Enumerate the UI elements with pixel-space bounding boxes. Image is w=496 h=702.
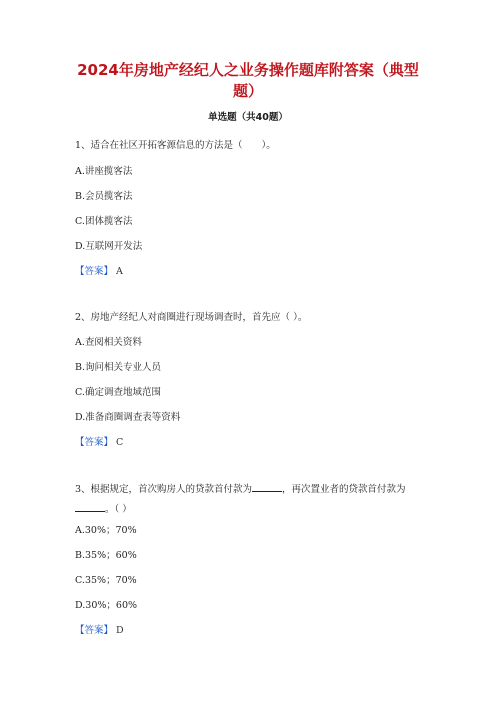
- fill-blank: [75, 502, 105, 512]
- question-3-answer: [75, 622, 124, 636]
- question-3-option-c: C.35%；70%: [75, 575, 137, 586]
- question-2-answer: [75, 434, 123, 448]
- question-2-option-c: C.确定调查地域范围: [75, 387, 161, 398]
- question-3-option-a: A.30%；70%: [75, 525, 137, 536]
- question-1-answer: [75, 263, 123, 277]
- title-line-2: 题）: [232, 82, 263, 100]
- answer-tag: 【答案】: [75, 437, 114, 448]
- question-2-stem: 2、房地产经纪人对商圈进行现场调查时，首先应（ ）。: [75, 312, 308, 323]
- answer-value: D: [116, 625, 124, 636]
- document-title: [60, 60, 436, 102]
- question-1-option-d: D.互联网开发法: [75, 241, 143, 252]
- question-3-option-d: D.30%；60%: [75, 600, 138, 611]
- answer-tag: 【答案】: [75, 625, 114, 636]
- question-1-option-a: A.讲座揽客法: [75, 166, 133, 177]
- question-2-option-d: D.准备商圈调查表等资料: [75, 412, 181, 423]
- stem-part-2: ，再次置业者的贷款首付款为: [282, 484, 406, 495]
- answer-value: A: [116, 266, 123, 277]
- question-3-option-b: B.35%；60%: [75, 550, 137, 561]
- question-2-option-b: B.询问相关专业人员: [75, 362, 162, 373]
- question-1-option-b: B.会员揽客法: [75, 191, 133, 202]
- answer-value: C: [116, 437, 124, 448]
- answer-tag: 【答案】: [75, 266, 114, 277]
- question-3-stem: [75, 480, 425, 520]
- question-1-option-c: C.团体揽客法: [75, 216, 133, 227]
- fill-blank: [252, 482, 282, 492]
- title-line-1: 2024年房地产经纪人之业务操作题库附答案（典型: [77, 61, 419, 79]
- question-1-stem: 1、适合在社区开拓客源信息的方法是（ ）。: [75, 140, 276, 151]
- section-heading: 单选题（共40题）: [208, 112, 288, 123]
- stem-part-1: 3、根据规定，首次购房人的贷款首付款为: [75, 484, 253, 495]
- stem-part-3: 。（ ）: [105, 504, 132, 515]
- question-2-option-a: A.查阅相关资料: [75, 337, 142, 348]
